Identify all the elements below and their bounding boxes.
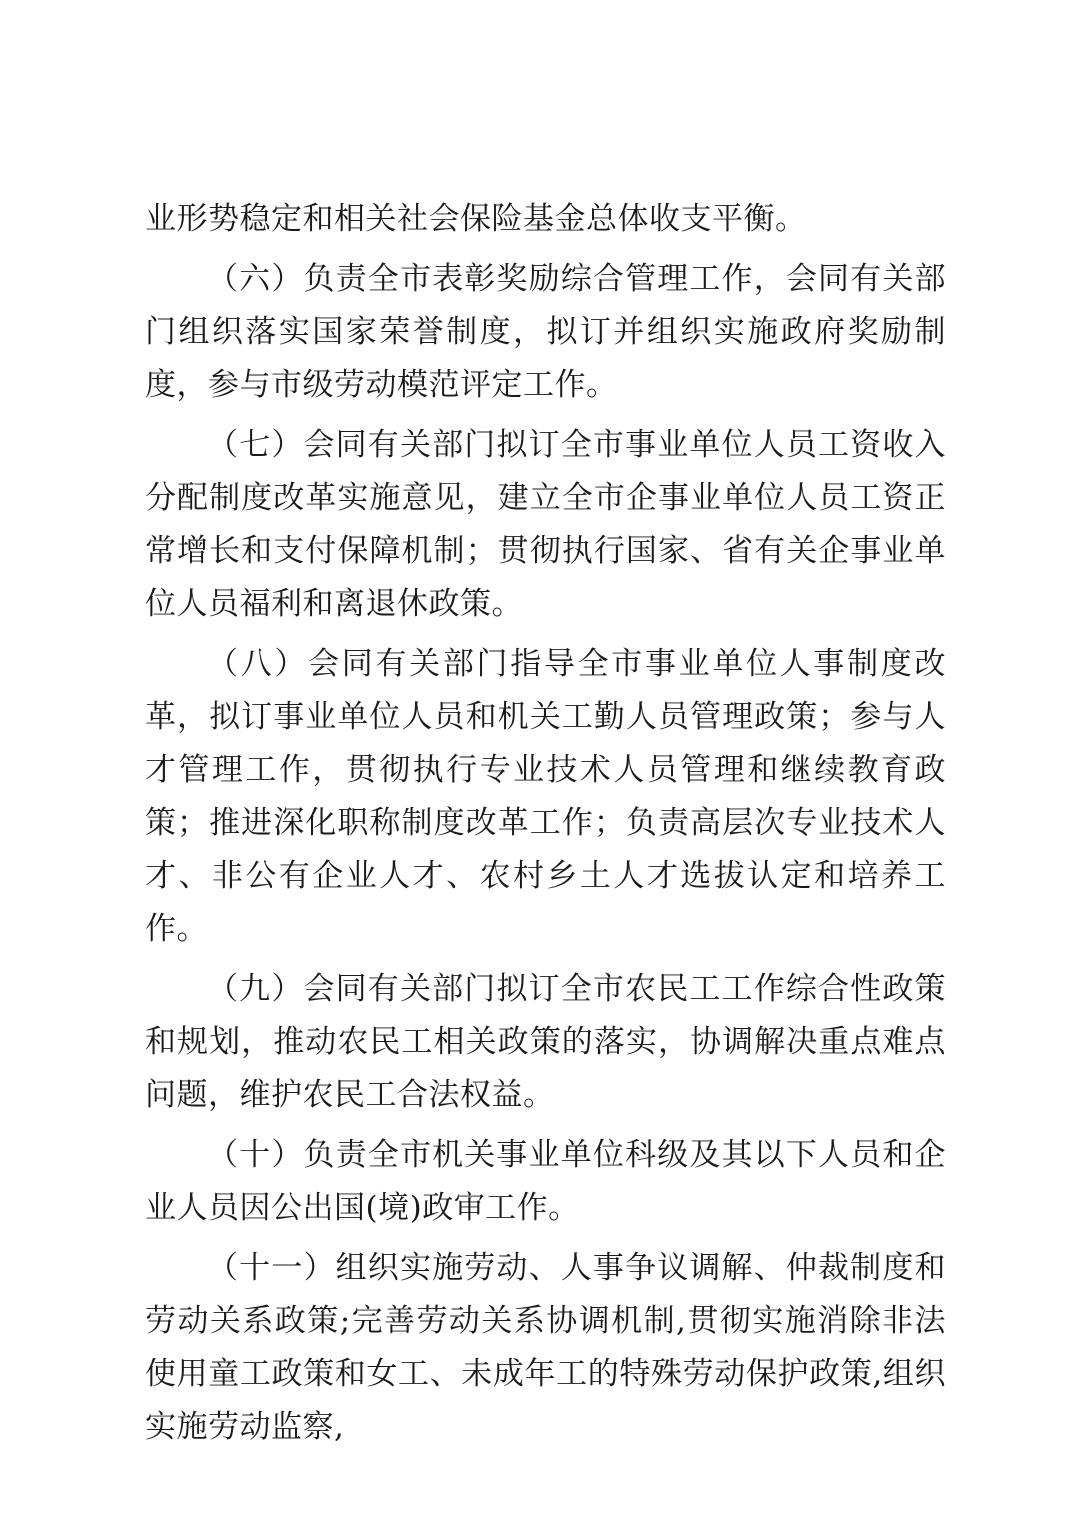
paragraph: （七）会同有关部门拟订全市事业单位人员工资收入分配制度改革实施意见，建立全市企事业单位人员工资正常增长和支付保障机制；贯彻执行国家、省有关企事业单位人员福利和离退休政策。 <box>145 427 946 622</box>
paragraph: （八）会同有关部门指导全市事业单位人事制度改革，拟订事业单位人员和机关工勤人员管理政策；参与人才管理工作，贯彻执行专业技术人员管理和继续教育政策；推进深化职称制度改革工作；负责高层次专业技术人才、非公有企业人才、农村乡土人才选拔认定和培养工作。 <box>145 646 946 947</box>
paragraph: （九）会同有关部门拟订全市农民工工作综合性政策和规划，推动农民工相关政策的落实，协调解决重点难点问题，维护农民工合法权益。 <box>145 971 946 1113</box>
paragraph: 业形势稳定和相关社会保险基金总体收支平衡。 <box>145 201 807 237</box>
paragraph: （十一）组织实施劳动、人事争议调解、仲裁制度和劳动关系政策;完善劳动关系协调机制,贯彻实施消除非法使用童工政策和女工、未成年工的特殊劳动保护政策,组织实施劳动监察, <box>145 1250 946 1445</box>
paragraph: （六）负责全市表彰奖励综合管理工作，会同有关部门组织落实国家荣誉制度，拟订并组织实施政府奖励制度，参与市级劳动模范评定工作。 <box>145 261 946 403</box>
paragraph: （十）负责全市机关事业单位科级及其以下人员和企业人员因公出国(境)政审工作。 <box>145 1137 946 1226</box>
document-text-body <box>145 193 946 1461</box>
